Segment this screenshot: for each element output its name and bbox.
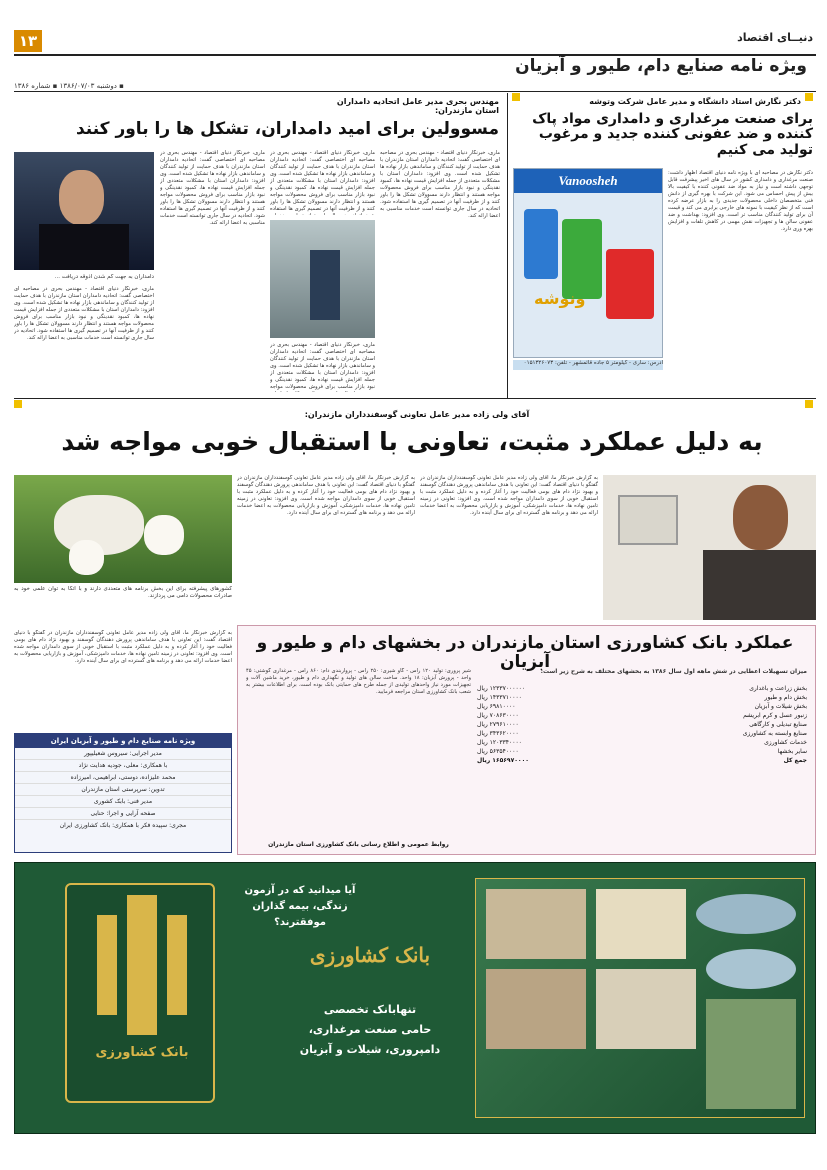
article-right-body: دکتر نگارش در مصاحبه ای با ویژه نامه دنیای اقتصاد اظهار داشت: صنعت مرغداری و دامداری کشور در سال های اخیر پیشرفت قابل توجهی داشته است و نیاز به مواد ضد عفونی کننده با کیفیت بالا بیش از پیش احساس می شود. این شرکت با بهره گیری از دانش فنی متخصصان داخلی محصولات جدیدی را به بازار عرضه کرده است که از نظر کیفیت با نمونه های خارجی برابری می کند و قیمت آن برای تولید کنندگان مناسب تر است. وی افزود: بهداشت و ضد عفونی سالن ها و تجهیزات نقش مهمی در کاهش تلفات و افزایش بهره وری دارد.	[668, 170, 813, 233]
row-label: خدمات کشاورزی	[764, 739, 807, 746]
product-jug	[606, 249, 654, 319]
ad-question: آیا میدانید که در آزمون زندگی، بیمه گذاران موفقترند؟	[244, 885, 356, 928]
credits-row: صفحه آرایی و اجرا: حنایی	[15, 808, 231, 820]
column-divider	[507, 93, 508, 398]
feature-kicker: آقای ولی زاده مدیر عامل تعاونی گوسفندداران مازندران:	[304, 410, 530, 419]
article-left-headline: مسوولین برای امید دامداران، تشکل ها را باور کنند	[75, 119, 499, 139]
article-right-headline: برای صنعت مرغداری و دامداری مواد پاک کننده و ضد عفونی کننده جدید و مرغوب تولید می کنیم	[532, 111, 813, 158]
article-left-body-col3: ماری، خبرنگار دنیای اقتصاد - مهندس بحری در مصاحبه ای اختصاصی گفت: اتحادیه دامداران استان مازندران با هدف حمایت از تولید کنندگان و ساماندهی بازار نهاده ها تشکیل شده است. وی افزود: دامداران استان با مشکلات متعددی از جمله افزایش قیمت نهاده ها، کمبود نقدینگی و نبود بازار مناسب برای فروش محصولات مواجه	[270, 342, 375, 391]
table-row	[477, 720, 807, 729]
computer-photo	[603, 475, 816, 620]
sheep-photo	[14, 475, 232, 583]
corner-square	[805, 93, 813, 101]
collage-poultry	[596, 969, 696, 1049]
collage-farm	[706, 999, 796, 1109]
row-value: ۱۲۳۳۷۰۰۰۰۰۰ ریال	[477, 685, 526, 692]
lamb	[69, 540, 104, 575]
dateline: ▪ دوشنبه ۱۳۸۶/۰۷/۰۳ ▪ شماره ۱۳۸۶	[14, 82, 124, 90]
product-jug	[524, 209, 558, 279]
feature-headline: به دلیل عملکرد مثبت، تعاونی با استقبال خوبی مواجه شد	[61, 427, 763, 456]
divider	[14, 398, 816, 399]
ad-slogan-1: تنهابانک تخصصی	[323, 1003, 417, 1016]
man-body	[703, 550, 816, 620]
milking-photo	[270, 220, 375, 338]
bank-table	[477, 684, 807, 765]
credits-title: ویژه نامه صنایع دام و طیور و آبزیان ایران	[15, 734, 231, 748]
row-value: ۱۴۳۳۷۱۰۰۰۰ ریال	[477, 694, 522, 701]
row-label: صنایع وابسته به کشاورزی	[742, 730, 807, 737]
row-value: ۶۹۸۱۰۰۰۰ ریال	[477, 703, 516, 710]
row-label: زنبور عسل و کرم ابریشم	[743, 712, 807, 719]
collage-fish	[696, 894, 796, 934]
corner-square	[14, 400, 22, 408]
collage-sheep	[486, 969, 586, 1049]
man-face	[733, 485, 788, 550]
credits-row: مدیر اجرایی: سیروس شعیلیپور	[15, 748, 231, 760]
article-left-kicker: مهندس بحری مدیر عامل اتحادیه دامداران استان مازندران:	[336, 97, 499, 115]
masthead: دنیــای اقتصاد	[737, 31, 813, 44]
wheat-stalk-icon	[127, 895, 157, 1035]
row-value: ۱۲۰۳۳۴۰۰۰۰ ریال	[477, 739, 522, 746]
ad-slogan-2: حامی صنعت مرغداری،	[308, 1023, 432, 1036]
collage-cow	[486, 889, 586, 959]
table-row	[477, 729, 807, 738]
product-caption: آدرس: ساری - کیلومتر ۵ جاده قائمشهر - تلفن: ۰۱۵۱۳۲۶۰۷۳	[513, 360, 663, 370]
lamb	[144, 515, 184, 555]
feature-body-col1: به گزارش خبرنگار ما، آقای ولی زاده مدیر عامل تعاونی گوسفندداران مازندران در گفتگو با دنیای اقتصاد گفت: این تعاونی با هدف ساماندهی پرورش دهندگان گوسفند و بهبود نژاد دام های بومی فعالیت خود را آغاز کرده و به دلیل عملکرد مثبت با استقبال خوبی از سوی دامداران مواجه شده است. وی افزود: تعاونی در زمینه تامین نهاده ها، خدمات دامپزشکی، آموزش و بازاریابی محصولات به اعضا خدمات ارائه می دهد و برنامه های گسترده ای برای سال آینده دارد.	[420, 475, 598, 517]
section-title: ویژه نامه صنایع دام، طیور و آبزیان	[515, 56, 807, 76]
portrait-suit	[39, 224, 129, 270]
bank-box-headline: عملکرد بانک کشاورزی استان مازندران در بخشهای دام و طیور و آبزیان	[256, 633, 794, 672]
article-left-body-col4: ماری، خبرنگار دنیای اقتصاد - مهندس بحری در مصاحبه ای اختصاصی گفت: اتحادیه دامداران استان مازندران با هدف حمایت از تولید کنندگان و ساماندهی بازار نهاده ها تشکیل شده است. وی افزود: دامداران استان با مشکلات متعددی از جمله افزایش قیمت نهاده ها، کمبود نقدینگی و نبود بازار مناسب برای فروش محصولات مواجه هستند و انتظار دارند مسوولان تشکل ها را باور کنند و از ظرفیت آنها در تصمیم گیری ها استفاده شود. اتحادیه در سال جاری توانسته است خدمات مناسبی به اعضا ارائه کند.	[160, 150, 265, 227]
portrait-photo	[14, 152, 154, 270]
credits-row: مجری: سپیده فکر با همکاری: بانک کشاورزی ایران	[59, 822, 187, 829]
product-jug	[562, 219, 602, 299]
corner-square	[805, 400, 813, 408]
page-number: ١٣	[14, 30, 42, 52]
row-label: سایر بخشها	[777, 748, 807, 755]
wheat-stalk-icon	[97, 915, 117, 1015]
portrait-caption: دامداران به جهت کم شدن آذوقه دریافت ...	[54, 274, 154, 280]
collage-chickens	[596, 889, 686, 959]
header-rule	[14, 30, 816, 56]
ad-logo-text: بانک کشاورزی	[95, 1045, 189, 1060]
product-photo	[513, 168, 663, 358]
worker-figure	[310, 250, 340, 320]
row-value: ۳۴۳۶۲۰۰۰۰ ریال	[477, 730, 519, 737]
feature-body-col2: به گزارش خبرنگار ما، آقای ولی زاده مدیر عامل تعاونی گوسفندداران مازندران در گفتگو با دنیای اقتصاد گفت: این تعاونی با هدف ساماندهی پرورش دهندگان گوسفند و بهبود نژاد دام های بومی فعالیت خود را آغاز کرده و به دلیل عملکرد مثبت با استقبال خوبی از سوی دامداران مواجه شده است. وی افزود: تعاونی در زمینه تامین نهاده ها، خدمات دامپزشکی، آموزش و بازاریابی محصولات به اعضا خدمات ارائه می دهد و برنامه های گسترده ای برای سال آینده دارد.	[237, 475, 415, 517]
row-value: ۷۰۸۶۳۰۰۰۰ ریال	[477, 712, 519, 719]
row-label: جمع کل	[783, 757, 807, 764]
row-label: بخش زراعت و باغداری	[749, 685, 807, 692]
article-left-body-col1: ماری، خبرنگار دنیای اقتصاد - مهندس بحری در مصاحبه ای اختصاصی گفت: اتحادیه دامداران استان مازندران با هدف حمایت از تولید کنندگان و ساماندهی بازار نهاده ها تشکیل شده است. وی افزود: دامداران استان با مشکلات متعددی از جمله افزایش قیمت نهاده ها، کمبود نقدینگی و نبود بازار مناسب برای فروش محصولات مواجه هستند و انتظار دارند مسوولان تشکل ها را باور کنند و از ظرفیت آنها در تصمیم گیری ها استفاده شود. اتحادیه در سال جاری توانسته است خدمات مناسبی به اعضا ارائه کند.	[380, 150, 500, 220]
portrait-face	[59, 170, 104, 225]
row-label: صنایع تبدیلی و کارگاهی	[749, 721, 807, 728]
row-label: بخش دام و طیور	[764, 694, 807, 701]
article-left-body-col5: ماری، خبرنگار دنیای اقتصاد - مهندس بحری در مصاحبه ای اختصاصی گفت: اتحادیه دامداران استان مازندران با هدف حمایت از تولید کنندگان و ساماندهی بازار نهاده ها تشکیل شده است. وی افزود: دامداران استان با مشکلات متعددی از جمله افزایش قیمت نهاده ها، کمبود نقدینگی و نبود بازار مناسب برای فروش محصولات مواجه هستند و انتظار دارند مسوولان تشکل ها را باور کنند و از ظرفیت آنها در تصمیم گیری ها استفاده شود. اتحادیه در سال جاری توانسته است خدمات مناسبی به اعضا ارائه کند.	[14, 286, 154, 342]
row-value: ۱۶۵۶۹۷۰۰۰۰ ریال	[477, 757, 529, 764]
bank-ad	[14, 862, 816, 1134]
corner-square	[512, 93, 520, 101]
article-left-body-col2: ماری، خبرنگار دنیای اقتصاد - مهندس بحری در مصاحبه ای اختصاصی گفت: اتحادیه دامداران استان مازندران با هدف حمایت از تولید کنندگان و ساماندهی بازار نهاده ها تشکیل شده است. وی افزود: دامداران استان با مشکلات متعددی از جمله افزایش قیمت نهاده ها، کمبود نقدینگی و نبود بازار مناسب برای فروش محصولات مواجه هستند و انتظار دارند مسوولان تشکل ها را باور کنند و از ظرفیت آنها در تصمیم گیری ها استفاده	[270, 150, 375, 213]
table-row	[477, 738, 807, 747]
divider	[14, 91, 816, 92]
monitor	[618, 495, 678, 545]
table-row	[477, 756, 807, 765]
table-row	[477, 693, 807, 702]
table-row	[477, 684, 807, 693]
bank-box-left-col: شیر پروری: تولید ۱۲۰ راس - گاو شیری: ۲۵۰ راس - پرواربندی دام: ۸۶۰ راس - مرغداری گوشتی: ۴۵ واحد - پرورش آبزیان: ۱۸ واحد. ساخت سالن های تولید و نگهداری دام و طیور، خرید ماشین آلات و تجهیزات مورد نیاز واحدهای تولیدی از جمله طرح های حمایتی بانک بوده است. برای اطلاعات بیشتر به شعب بانک کشاورزی استان مراجعه فرمایید.	[246, 668, 471, 696]
table-row	[477, 747, 807, 756]
table-row	[477, 711, 807, 720]
wheat-stalk-icon	[167, 915, 187, 1015]
credits-row: مدیر فنی: بابک کشوری	[15, 796, 231, 808]
bank-box-footer: روابط عمومی و اطلاع رسانی بانک کشاورزی استان مازندران	[268, 841, 449, 848]
ad-photo-collage	[475, 878, 805, 1118]
sheep-caption: کشورهای پیشرفته برای این بخش برنامه های متعددی دارند و با اتکا به توان علمی خود به صادرات محصولات دامی می پردازند.	[14, 586, 232, 600]
collage-fish	[706, 949, 796, 989]
row-value: ۵۶۳۵۴۰۰۰۰ ریال	[477, 748, 519, 755]
ad-bank-name: بانک کشاورزی	[309, 943, 431, 967]
feature-body-col3: به گزارش خبرنگار ما، آقای ولی زاده مدیر عامل تعاونی گوسفندداران مازندران در گفتگو با دنیای اقتصاد گفت: این تعاونی با هدف ساماندهی پرورش دهندگان گوسفند و بهبود نژاد دام های بومی فعالیت خود را آغاز کرده و به دلیل عملکرد مثبت با استقبال خوبی از سوی دامداران مواجه شده است. وی افزود: تعاونی در زمینه تامین نهاده ها، خدمات دامپزشکی، آموزش و بازاریابی محصولات به اعضا خدمات ارائه می دهد و برنامه های گسترده ای برای سال آینده دارد.	[14, 630, 232, 665]
credits-row: تدوین: سرپرستی استان مازندران	[15, 784, 231, 796]
table-row	[477, 702, 807, 711]
article-right-kicker: دکتر نگارش استاد دانشگاه و مدیر عامل شرکت وتوشه	[589, 97, 801, 106]
row-label: بخش شیلات و آبزیان	[754, 703, 807, 710]
row-value: ۲۷۹۶۱۰۰۰۰ ریال	[477, 721, 519, 728]
bank-box	[237, 625, 816, 855]
credits-box	[14, 733, 232, 853]
bank-box-intro: میزان تسهیلات اعطایی در شش ماهه اول سال ۱۳۸۶ به بخشهای مختلف به شرح زیر است:	[540, 668, 807, 675]
ad-logo-emblem	[65, 883, 215, 1103]
credits-row: محمد علیزاده، دوستی، ابراهیمی، امیرزاده	[15, 772, 231, 784]
product-fa-label: ونوشه	[534, 289, 586, 308]
credits-row: با همکاری: معلی، جودیه هدایت نژاد	[15, 760, 231, 772]
ad-slogan-3: دامپروری، شیلات و آبزیان	[299, 1043, 441, 1056]
product-brand: Vanoosheh	[514, 169, 662, 193]
